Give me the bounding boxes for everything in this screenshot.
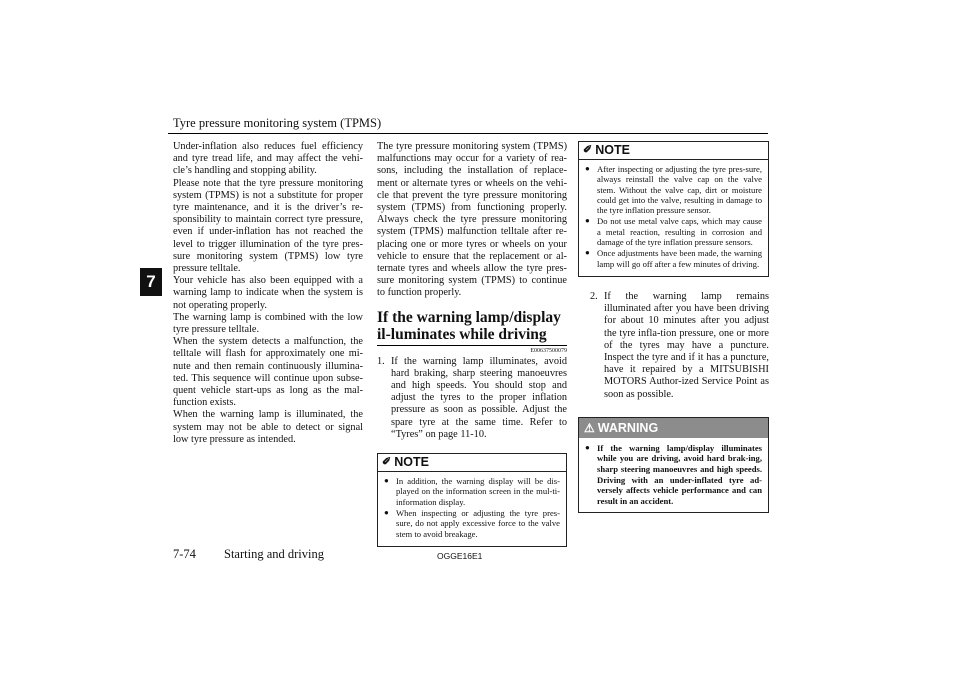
warning-box bbox=[578, 417, 769, 514]
bullet-icon: ● bbox=[585, 164, 590, 173]
item-text: If the warning lamp remains illuminated after you have been driving for about 10 minutes after you adjust the tyre infla-tion pressure, one or more of the tyres may have a puncture. Inspect the tyre and if it has a puncture, have it repaired by a MITSUBISHI MOTORS Author-ized Service Point as soon as possible. bbox=[604, 290, 769, 400]
paragraph: The tyre pressure monitoring system (TPMS) malfunctions may occur for a variety of rea-sons, including the installation of replace-ment or alternate tyres or wheels on the vehi-cle that prevent the tyre pressure monitoring system (TPMS) from functioning properly. Always check the tyre pressure monitoring system (TPMS) malfunction telltale after re-placing one or more tyres or wheels on your vehicle to ensure that the replacement or al-ternate tyres and wheels allow the tyre pres-sure monitoring system (TPMS) to continue to function properly. bbox=[377, 141, 567, 299]
note-text: When inspecting or adjusting the tyre pres-sure, do not apply excessive force to the valve stem to avoid breakage. bbox=[396, 507, 560, 539]
bullet-icon: ● bbox=[384, 507, 389, 517]
item-number: 1. bbox=[377, 355, 385, 367]
footer-section-name: Starting and driving bbox=[224, 547, 324, 561]
note-item bbox=[585, 248, 762, 269]
note-box bbox=[377, 453, 567, 547]
page-header-title: Tyre pressure monitoring system (TPMS) bbox=[173, 116, 382, 130]
warning-item bbox=[579, 438, 768, 513]
warning-header bbox=[579, 418, 768, 438]
chapter-tab: 7 bbox=[140, 268, 162, 296]
note-text: In addition, the warning display will be dis-played on the information screen in the mul-ti-information display. bbox=[396, 476, 560, 507]
note-item bbox=[585, 164, 762, 215]
item-number: 2. bbox=[590, 290, 598, 302]
numbered-item bbox=[377, 356, 567, 441]
numbered-item bbox=[578, 291, 769, 401]
section-title: If the warning lamp/display il-luminates while driving bbox=[377, 308, 561, 343]
note-text: After inspecting or adjusting the tyre pres-sure, always reinstall the valve cap on the valve stem. Without the valve cap, dirt or moisture could get into the valve, resulting in damage to the tyre inflation pressure sensor. bbox=[597, 164, 762, 216]
note-label: NOTE bbox=[394, 455, 429, 470]
header-rule bbox=[168, 133, 768, 134]
note-header bbox=[579, 142, 768, 160]
section-code: E00637500079 bbox=[530, 347, 567, 354]
bullet-icon: ● bbox=[585, 442, 590, 452]
bullet-icon: ● bbox=[585, 216, 590, 226]
note-box bbox=[578, 141, 769, 277]
paragraph: Under-inflation also reduces fuel efficiency and tyre tread life, and may affect the vehi-cle’s handling and stopping ability. bbox=[173, 141, 363, 177]
paragraph: Your vehicle has also been equipped with a warning lamp to indicate when the system is not operating properly. bbox=[173, 275, 363, 311]
footer-doc-code: OGGE16E1 bbox=[437, 551, 483, 561]
note-text: Once adjustments have been made, the warning lamp will go off after a few minutes of driving. bbox=[597, 248, 762, 269]
warning-triangle-icon: ⚠ bbox=[584, 420, 595, 435]
note-item bbox=[384, 508, 560, 539]
paragraph: When the warning lamp is illuminated, the system may not be able to detect or signal low tyre pressure as intended. bbox=[173, 409, 363, 445]
column-left bbox=[173, 141, 363, 446]
column-middle bbox=[377, 141, 567, 547]
column-right bbox=[578, 141, 769, 513]
note-item bbox=[384, 476, 560, 507]
paragraph: The warning lamp is combined with the low tyre pressure telltale. bbox=[173, 311, 363, 336]
note-icon: ✐ bbox=[583, 144, 593, 157]
section-rule bbox=[377, 345, 567, 346]
item-text: If the warning lamp illuminates, avoid hard braking, sharp steering manoeuvres and high speeds. You should stop and adjust the tyres to the proper inflation pressure as soon as possible. Adjust the spare tyre at the same time. Refer to “Tyres” on page 11-10. bbox=[391, 355, 567, 440]
note-item bbox=[585, 216, 762, 247]
warning-text: If the warning lamp/display illuminates while you are driving, avoid hard brak-ing, sharp steering manoeuvres and high speeds. Driving with an under-inflated tyre ad-versely affects vehicle performance and can result in an accident. bbox=[597, 442, 762, 506]
bullet-icon: ● bbox=[585, 248, 590, 258]
paragraph: Please note that the tyre pressure monitoring system (TPMS) is not a substitute for proper tyre maintenance, and it is the driver’s re-sponsibility to maintain correct tyre pressure, even if under-inflation has not reached the level to trigger illumination of the tyre pres-sure monitoring system (TPMS) low tyre pressure telltale. bbox=[173, 177, 363, 275]
paragraph: When the system detects a malfunction, the telltale will flash for approximately one mi-nute and then remain continuously illumina-ted. This sequence will continue upon subse-quent vehicle start-ups as long as the mal-function exists. bbox=[173, 336, 363, 409]
note-text: Do not use metal valve caps, which may cause a metal reaction, resulting in corrosion and damage of the tyre inflation pressure sensors. bbox=[597, 216, 762, 248]
note-header bbox=[378, 454, 566, 472]
note-icon: ✐ bbox=[382, 456, 392, 469]
bullet-icon: ● bbox=[384, 476, 389, 486]
footer-page-number: 7-74 bbox=[173, 547, 196, 561]
note-label: NOTE bbox=[595, 143, 630, 158]
warning-label: WARNING bbox=[597, 420, 659, 435]
